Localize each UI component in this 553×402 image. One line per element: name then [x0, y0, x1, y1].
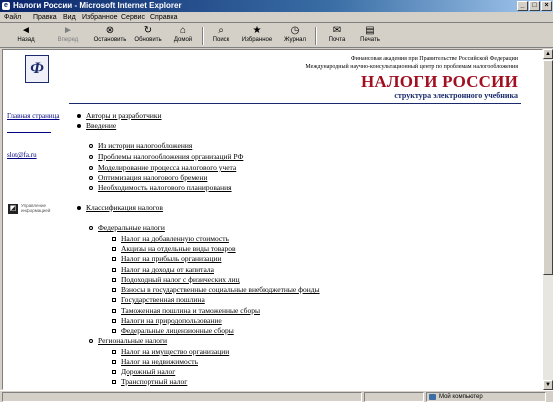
sidebar-divider: [7, 132, 51, 133]
header-divider: [69, 103, 521, 104]
toc-leaf[interactable]: Налоги на природопользование: [121, 316, 222, 326]
menu-help[interactable]: Справка: [150, 14, 178, 21]
toc-leaf[interactable]: Государственная пошлина: [121, 295, 205, 305]
maximize-button[interactable]: □: [529, 1, 540, 11]
print-icon: ▤: [365, 25, 375, 36]
bullet-icon: [77, 206, 81, 210]
info-management-label: Управление информацией: [21, 203, 51, 213]
scroll-up-icon[interactable]: ▲: [543, 49, 553, 59]
search-button[interactable]: ⌕ Поиск: [212, 25, 230, 43]
square-bullet-icon: [112, 319, 116, 323]
status-panel-progress: [364, 392, 424, 402]
toc-leaf[interactable]: Налог на добавленную стоимость: [121, 234, 229, 244]
org-line-1: Финансовая академия при Правительстве Российской Федерации: [350, 56, 518, 62]
back-arrow-icon: ◄: [21, 25, 31, 36]
circle-bullet-icon: [89, 166, 93, 170]
home-page-link[interactable]: Главная страница: [7, 112, 60, 120]
forward-arrow-icon: ►: [63, 25, 73, 36]
menu-bar: [0, 12, 553, 23]
menu-tools[interactable]: Сервис: [121, 14, 145, 21]
menu-favorites[interactable]: Избранное: [82, 14, 118, 21]
computer-icon: [429, 394, 436, 400]
refresh-icon: ↻: [143, 25, 153, 36]
toc-subitem[interactable]: Федеральные налоги: [98, 223, 165, 233]
square-bullet-icon: [112, 247, 116, 251]
scroll-thumb[interactable]: [543, 60, 553, 275]
info-management-icon: ◩: [9, 205, 17, 212]
toc-subitem[interactable]: Региональные налоги: [98, 336, 167, 346]
toc-item[interactable]: Введение: [86, 121, 116, 131]
toc-leaf[interactable]: Транспортный налог: [121, 377, 187, 387]
status-text: [2, 392, 362, 402]
square-bullet-icon: [112, 298, 116, 302]
home-button[interactable]: ⌂ Домой: [173, 25, 193, 43]
history-icon: ◷: [290, 25, 300, 36]
internet-explorer-icon: e: [2, 2, 10, 10]
toc-subitem[interactable]: Из истории налогообложения: [98, 141, 192, 151]
close-button[interactable]: ×: [541, 1, 552, 11]
toc-subitem[interactable]: Проблемы налогообложения организаций РФ: [98, 152, 243, 162]
square-bullet-icon: [112, 380, 116, 384]
toolbar: [0, 24, 553, 48]
square-bullet-icon: [112, 370, 116, 374]
toc-leaf[interactable]: Налог на имущество организации: [121, 347, 229, 357]
refresh-button[interactable]: ↻ Обновить: [134, 25, 162, 43]
bullet-icon: [77, 114, 81, 118]
status-bar: [0, 390, 553, 402]
mail-icon: ✉: [332, 25, 342, 36]
toc-item[interactable]: Авторы и разработчики: [86, 111, 162, 121]
circle-bullet-icon: [89, 226, 93, 230]
menu-edit[interactable]: Правка: [33, 14, 57, 21]
square-bullet-icon: [112, 350, 116, 354]
stop-icon: ⊗: [105, 25, 115, 36]
toolbar-separator: [315, 27, 317, 45]
history-button[interactable]: ◷ Журнал: [284, 25, 306, 43]
site-title: НАЛОГИ РОССИИ: [361, 72, 518, 91]
bullet-icon: [77, 124, 81, 128]
security-zone: [426, 392, 546, 402]
minimize-button[interactable]: _: [517, 1, 528, 11]
square-bullet-icon: [112, 257, 116, 261]
square-bullet-icon: [112, 329, 116, 333]
window-title: Налоги России - Microsoft Internet Explorer: [13, 1, 182, 10]
forward-button[interactable]: ► Вперед: [57, 25, 79, 43]
square-bullet-icon: [112, 360, 116, 364]
favorites-icon: ★: [252, 25, 262, 36]
toc-leaf[interactable]: Дорожный налог: [121, 367, 175, 377]
menu-view[interactable]: Вид: [63, 14, 76, 21]
toc-leaf[interactable]: Таможенная пошлина и таможенные сборы: [121, 306, 260, 316]
toc-item[interactable]: Классификация налогов: [86, 203, 163, 213]
square-bullet-icon: [112, 268, 116, 272]
site-subtitle: структура электронного учебника: [394, 91, 518, 100]
back-button[interactable]: ◄ Назад: [17, 25, 35, 43]
mail-button[interactable]: ✉ Почта: [328, 25, 346, 43]
stop-button[interactable]: ⊗ Остановить: [93, 25, 127, 43]
toc-leaf[interactable]: Федеральные лицензионные сборы: [121, 326, 234, 336]
favorites-button[interactable]: ★ Избранное: [241, 25, 273, 43]
search-icon: ⌕: [218, 25, 224, 36]
vertical-scrollbar[interactable]: [543, 49, 553, 390]
circle-bullet-icon: [89, 176, 93, 180]
security-zone-label: Мой компьютер: [439, 394, 483, 400]
toc-leaf[interactable]: Налог на недвижимость: [121, 357, 198, 367]
square-bullet-icon: [112, 309, 116, 313]
info-management-badge[interactable]: [8, 203, 68, 217]
home-icon: ⌂: [179, 25, 187, 36]
toolbar-separator: [202, 27, 204, 45]
circle-bullet-icon: [89, 155, 93, 159]
square-bullet-icon: [112, 278, 116, 282]
scroll-down-icon[interactable]: ▼: [543, 380, 553, 390]
email-link[interactable]: slot@fa.ru: [7, 151, 37, 159]
toc-subitem[interactable]: Моделирование процесса налогового учета: [98, 163, 236, 173]
title-bar: [0, 0, 553, 12]
toc-leaf[interactable]: Взносы в государственные социальные внебюджетные фонды: [121, 285, 320, 295]
circle-bullet-icon: [89, 339, 93, 343]
org-line-2: Международный научно-консультационный центр по проблемам налогообложения: [305, 64, 518, 70]
academy-logo: Ф: [25, 55, 49, 83]
toc-leaf[interactable]: Налог на прибыль организации: [121, 254, 221, 264]
menu-file[interactable]: Файл: [4, 14, 22, 21]
toc-leaf[interactable]: Акцизы на отдельные виды товаров: [121, 244, 236, 254]
circle-bullet-icon: [89, 186, 93, 190]
toc-leaf[interactable]: Налог на доходы от капитала: [121, 265, 214, 275]
toc-leaf[interactable]: Подоходный налог с физических лиц: [121, 275, 240, 285]
toc-subitem[interactable]: Оптимизация налогового бремени: [98, 173, 207, 183]
toc-subitem[interactable]: Необходимость налогового планирования: [98, 183, 232, 193]
square-bullet-icon: [112, 288, 116, 292]
print-button[interactable]: ▤ Печать: [360, 25, 380, 43]
circle-bullet-icon: [89, 144, 93, 148]
page-viewport[interactable]: [2, 49, 543, 390]
square-bullet-icon: [112, 237, 116, 241]
